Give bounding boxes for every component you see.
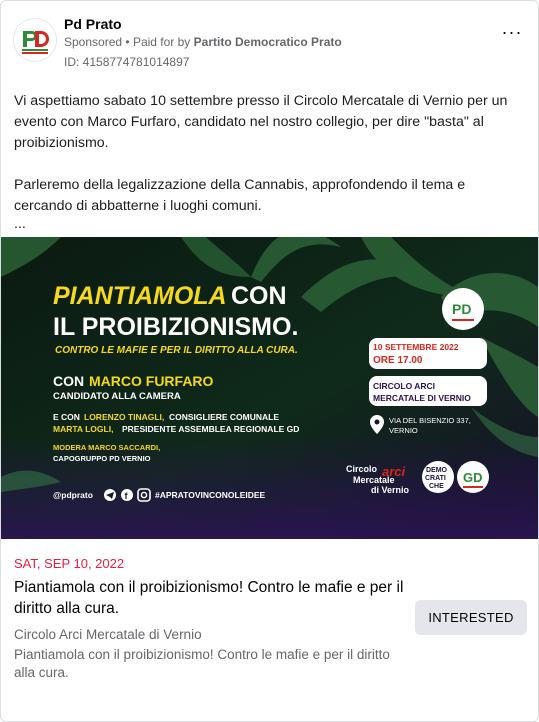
separator-dot: •: [125, 35, 130, 49]
pd-logo-badge: [442, 288, 484, 330]
svg-text:PD: PD: [452, 301, 472, 317]
event-banner-image[interactable]: [1, 237, 538, 539]
event-place: Circolo Arci Mercatale di Vernio: [14, 627, 202, 642]
telegram-icon: [104, 489, 116, 501]
guest2-name: MARTA LOGLI,: [53, 424, 114, 434]
sponsor-line: [64, 35, 342, 49]
see-more-ellipsis[interactable]: ...: [14, 216, 26, 232]
gd-logo: [457, 461, 489, 493]
pd-logo-icon: [14, 19, 56, 61]
paid-for-prefix: Paid for by: [132, 35, 191, 49]
banner-date: 10 SETTEMBRE 2022: [373, 342, 459, 352]
speaker-role: CANDIDATO ALLA CAMERA: [53, 391, 181, 402]
guest2-role: PRESIDENTE ASSEMBLEA REGIONALE GD: [122, 424, 300, 434]
post-paragraph-2: Parleremo della legalizzazione della Cannabis, approfondendo il tema e cercando di abbatterne i luoghi comuni.: [14, 177, 466, 214]
svg-text:GD: GD: [463, 470, 483, 485]
post-paragraph-1: Vi aspettiamo sabato 10 settembre presso il Circolo Mercatale di Vernio per un evento con Marco Furfaro, candidato nel nostro collegio, per dire "basta" al proibizionismo.: [14, 93, 508, 151]
speaker-prefix: CON: [53, 373, 85, 389]
svg-text:DEMO: DEMO: [426, 467, 447, 474]
svg-text:Circolo: Circolo: [346, 464, 378, 474]
venue-line1: CIRCOLO ARCI: [373, 381, 436, 391]
social-handle: @pdprato: [53, 490, 93, 500]
headline-highlight: PIANTIAMOLA: [53, 282, 227, 310]
event-title[interactable]: Piantiamola con il proibizionismo! Contro le mafie e per il diritto alla cura.: [14, 579, 404, 617]
page-name[interactable]: Pd Prato: [64, 16, 122, 32]
venue-line2: MERCATALE DI VERNIO: [373, 393, 471, 403]
facebook-icon: [121, 489, 133, 501]
banner-time: ORE 17.00: [373, 355, 423, 366]
svg-text:di Vernio: di Vernio: [371, 485, 410, 495]
svg-text:CHE: CHE: [429, 483, 444, 490]
hashtag: #APRATOVINCONOLEIDEE: [155, 490, 266, 500]
more-options-icon[interactable]: ···: [501, 22, 523, 42]
headline-con: CON: [231, 282, 287, 310]
ad-header: [1, 1, 538, 81]
svg-text:CRATI: CRATI: [425, 475, 446, 482]
democratiche-logo: [422, 461, 454, 493]
headline-line2: IL PROIBIZIONISMO.: [53, 313, 299, 341]
ad-id: ID: 4158774781014897: [64, 55, 190, 69]
address-line2: VERNIO: [389, 426, 418, 435]
sponsored-label: Sponsored: [64, 35, 123, 49]
svg-text:arci: arci: [382, 464, 406, 479]
speaker-name: MARCO FURFARO: [89, 373, 214, 389]
svg-text:Mercatale: Mercatale: [353, 475, 395, 485]
address-line1: VIA DEL BISENZIO 337,: [389, 416, 471, 425]
page-avatar[interactable]: [13, 18, 57, 62]
svg-text:f: f: [124, 491, 128, 501]
guest1-role: CONSIGLIERE COMUNALE: [169, 412, 280, 422]
banner-graphic: [1, 237, 538, 539]
subheadline: CONTRO LE MAFIE E PER IL DIRITTO ALLA CURA.: [55, 345, 298, 356]
guest1-name: LORENZO TINAGLI,: [84, 412, 165, 422]
guests-prefix: E CON: [53, 412, 80, 422]
event-date: SAT, SEP 10, 2022: [14, 556, 125, 571]
moderator-line1: MODERA MARCO SACCARDI,: [53, 443, 161, 452]
moderator-line2: CAPOGRUPPO PD VERNIO: [53, 454, 151, 463]
paid-for-by[interactable]: Partito Democratico Prato: [193, 35, 342, 49]
post-text: [14, 91, 519, 231]
event-description: Piantiamola con il proibizionismo! Contro le mafie e per il diritto alla cura.: [14, 647, 390, 680]
interested-button[interactable]: INTERESTED: [415, 600, 527, 635]
